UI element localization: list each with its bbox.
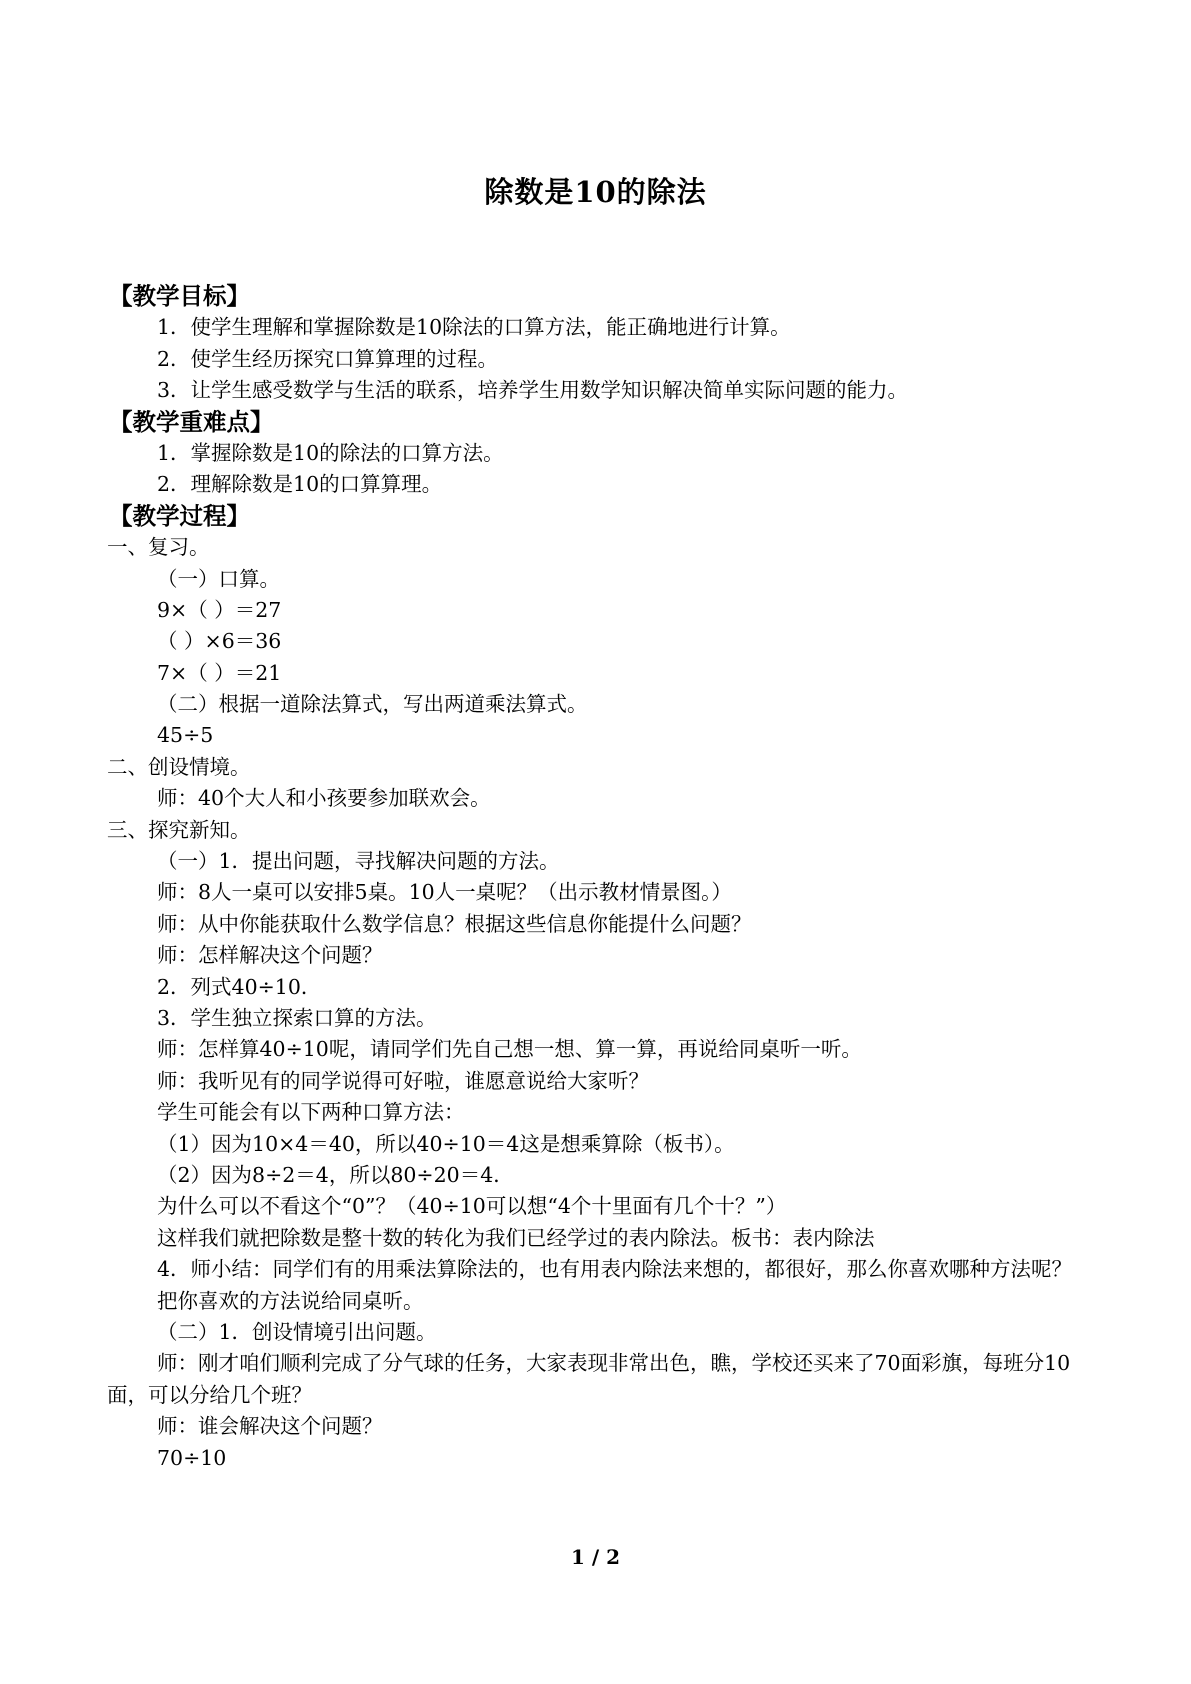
page-number: 1 / 2 <box>570 1545 621 1569</box>
process-heading: 【教学过程】 <box>109 501 250 530</box>
explore-line: 学生可能会有以下两种口算方法： <box>157 1100 465 1125</box>
key-point-item: 2．理解除数是10的口算算理。 <box>157 472 443 497</box>
review-label: 一、复习。 <box>107 535 210 560</box>
review-equation: （ ）×6＝36 <box>157 629 282 654</box>
explore-line: 3．学生独立探索口算的方法。 <box>157 1005 437 1030</box>
review-equation: 45÷5 <box>157 723 214 748</box>
explore-line: （二）1．创设情境引出问题。 <box>157 1319 437 1344</box>
document-body <box>107 281 1087 1474</box>
explore-flags-problem: 师：刚才咱们顺利完成了分气球的任务，大家表现非常出色，瞧，学校还买来了70面彩旗，每班分10面，可以分给几个班？ <box>107 1351 1071 1407</box>
explore-line: （一）1．提出问题，寻找解决问题的方法。 <box>157 849 560 874</box>
explore-line: 师：怎样解决这个问题？ <box>157 943 383 968</box>
review-equation: 9×（ ）＝27 <box>157 597 282 622</box>
scenario-line: 师：40个大人和小孩要参加联欢会。 <box>157 786 491 811</box>
key-points-heading: 【教学重难点】 <box>109 407 274 436</box>
explore-line: 为什么可以不看这个“0”？（40÷10可以想“4个十里面有几个十？”） <box>157 1194 787 1219</box>
explore-line: 70÷10 <box>157 1445 227 1470</box>
objectives-heading: 【教学目标】 <box>109 282 250 310</box>
explore-line: 师：谁会解决这个问题？ <box>157 1414 383 1439</box>
explore-line: 师：8人一桌可以安排5桌。10人一桌呢？（出示教材情景图。） <box>157 880 732 905</box>
scenario-label: 二、创设情境。 <box>107 754 251 779</box>
review-sub1: （一）口算。 <box>157 566 280 591</box>
explore-line: 师：怎样算40÷10呢，请同学们先自己想一想、算一算，再说给同桌听一听。 <box>157 1037 862 1062</box>
objective-item: 3．让学生感受数学与生活的联系，培养学生用数学知识解决简单实际问题的能力。 <box>157 378 909 403</box>
objective-item: 1．使学生理解和掌握除数是10除法的口算方法，能正确地进行计算。 <box>157 315 791 340</box>
review-equation: 7×（ ）＝21 <box>157 660 282 685</box>
document-title: 除数是10的除法 <box>484 175 707 209</box>
explore-line: （1）因为10×4＝40，所以40÷10＝4这是想乘算除（板书）。 <box>157 1131 735 1156</box>
explore-label: 三、探究新知。 <box>107 817 251 842</box>
explore-line: 师：从中你能获取什么数学信息？根据这些信息你能提什么问题？ <box>157 911 752 936</box>
explore-line: 2．列式40÷10． <box>157 974 322 999</box>
explore-line: 把你喜欢的方法说给同桌听。 <box>157 1288 424 1313</box>
explore-line: 这样我们就把除数是整十数的转化为我们已经学过的表内除法。板书：表内除法 <box>157 1225 875 1250</box>
review-sub2: （二）根据一道除法算式，写出两道乘法算式。 <box>157 692 588 717</box>
explore-line: 师：我听见有的同学说得可好啦，谁愿意说给大家听？ <box>157 1068 649 1093</box>
explore-line: （2）因为8÷2＝4，所以80÷20＝4． <box>157 1162 514 1187</box>
objective-item: 2．使学生经历探究口算算理的过程。 <box>157 346 499 371</box>
explore-summary: 4．师小结：同学们有的用乘法算除法的，也有用表内除法来想的，都很好，那么你喜欢哪种方法呢？ <box>157 1257 1073 1282</box>
key-point-item: 1．掌握除数是10的除法的口算方法。 <box>157 440 504 465</box>
